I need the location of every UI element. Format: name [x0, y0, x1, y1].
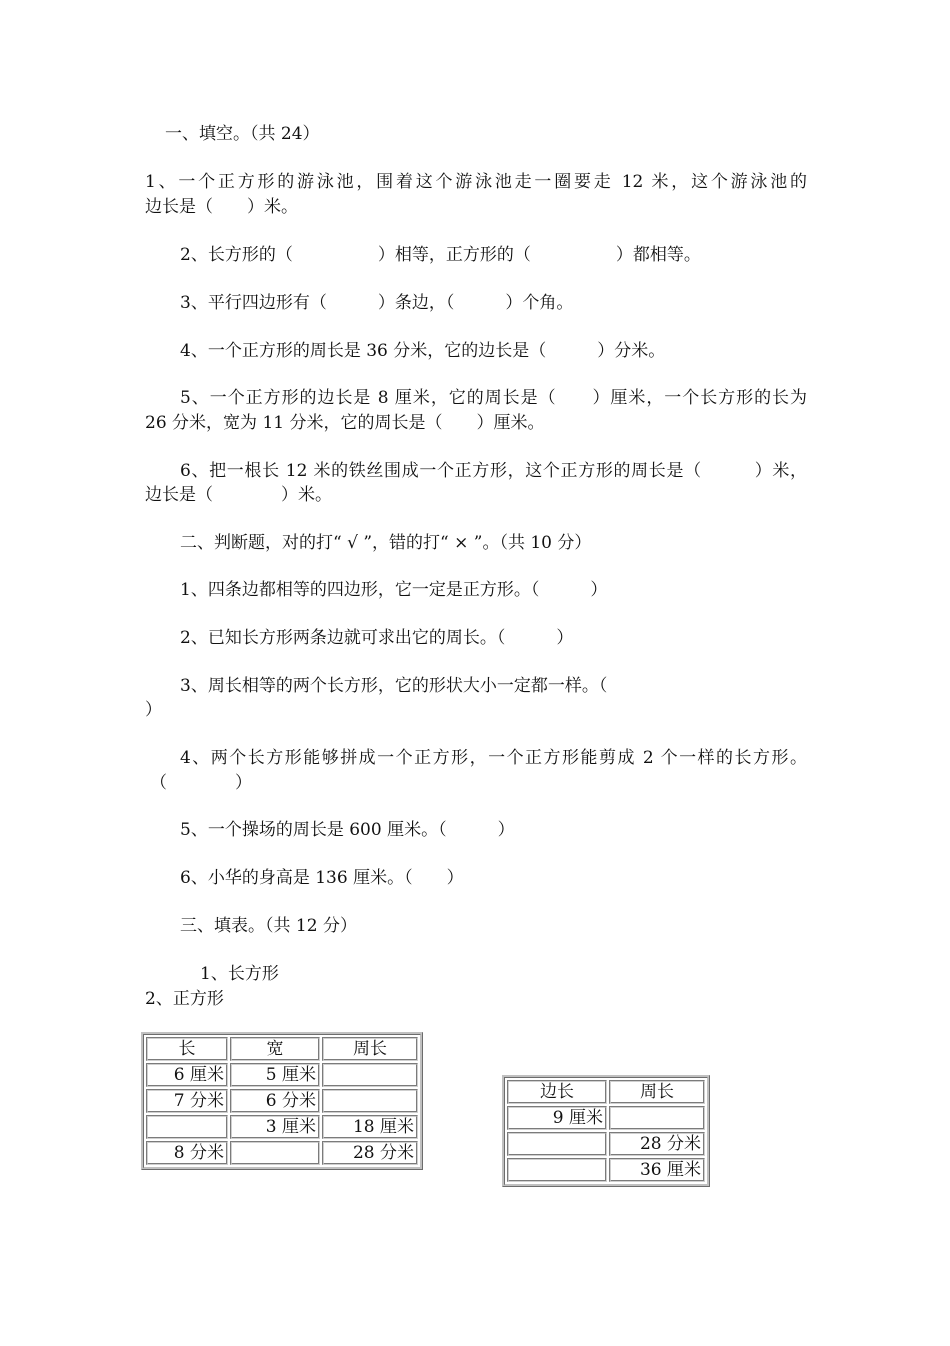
table-cell: 3 厘米	[230, 1115, 320, 1139]
table-header-row	[146, 1037, 418, 1061]
table-cell[interactable]	[507, 1158, 607, 1182]
s1-q6-line1: 6、把一根长 12 米的铁丝围成一个正方形，这个正方形的周长是（ ）米，	[180, 461, 807, 481]
table-cell[interactable]	[322, 1063, 418, 1087]
s1-q4: 4、一个正方形的周长是 36 分米，它的边长是（ ）分米。	[180, 341, 666, 361]
s1-q1-line1: 1、一个正方形的游泳池，围着这个游泳池走一圈要走 12 米，这个游泳池的	[145, 172, 807, 192]
table-cell[interactable]	[609, 1106, 705, 1130]
s1-q5-line1: 5、一个正方形的边长是 8 厘米，它的周长是（ ）厘米，一个长方形的长为	[180, 388, 807, 408]
table-cell[interactable]	[507, 1132, 607, 1156]
table-cell: 7 分米	[146, 1089, 228, 1113]
table-row	[146, 1063, 418, 1087]
header-perimeter: 周长	[609, 1080, 705, 1104]
s1-q5-line2: 26 分米，宽为 11 分米，它的周长是（ ）厘米。	[145, 413, 545, 433]
header-width: 宽	[230, 1037, 320, 1061]
s1-q2: 2、长方形的（ ）相等，正方形的（ ）都相等。	[180, 245, 701, 265]
table-cell: 8 分米	[146, 1141, 228, 1165]
table-cell: 28 分米	[322, 1141, 418, 1165]
s2-q6: 6、小华的身高是 136 厘米。（ ）	[180, 868, 464, 888]
s2-q4-line1: 4、两个长方形能够拼成一个正方形，一个正方形能剪成 2 个一样的长方形。	[180, 748, 807, 768]
s1-q3: 3、平行四边形有（ ）条边，（ ）个角。	[180, 293, 574, 313]
s2-q4-line2: （ ）	[150, 773, 252, 793]
table-cell[interactable]	[322, 1089, 418, 1113]
rectangle-table	[141, 1032, 423, 1170]
table-cell: 28 分米	[609, 1132, 705, 1156]
table-row	[146, 1115, 418, 1139]
s1-q6-line2: 边长是（ ）米。	[145, 485, 332, 505]
s1-q1-line2: 边长是（ ）米。	[145, 197, 298, 217]
s2-q2: 2、已知长方形两条边就可求出它的周长。（ ）	[180, 628, 574, 648]
table-cell: 36 厘米	[609, 1158, 705, 1182]
table-cell: 5 厘米	[230, 1063, 320, 1087]
table-row	[146, 1141, 418, 1165]
table-cell[interactable]	[146, 1115, 228, 1139]
table-row	[507, 1158, 705, 1182]
header-side-length: 边长	[507, 1080, 607, 1104]
section3-title: 三、填表。（共 12 分）	[180, 916, 357, 936]
s3-sub2: 2、正方形	[145, 989, 224, 1009]
s2-q3-line2: ）	[145, 700, 162, 720]
table-row	[146, 1089, 418, 1113]
table-row	[507, 1132, 705, 1156]
section1-title: 一、填空。（共 24）	[165, 124, 320, 144]
table-cell: 18 厘米	[322, 1115, 418, 1139]
table-header-row	[507, 1080, 705, 1104]
table-cell: 6 分米	[230, 1089, 320, 1113]
table-cell: 6 厘米	[146, 1063, 228, 1087]
square-table	[502, 1075, 710, 1187]
s2-q5: 5、一个操场的周长是 600 厘米。（ ）	[180, 820, 515, 840]
table-cell: 9 厘米	[507, 1106, 607, 1130]
header-length: 长	[146, 1037, 228, 1061]
table-cell[interactable]	[230, 1141, 320, 1165]
s2-q1: 1、四条边都相等的四边形，它一定是正方形。（ ）	[180, 580, 608, 600]
s3-sub1: 1、长方形	[200, 964, 279, 984]
header-perimeter: 周长	[322, 1037, 418, 1061]
s2-q3-line1: 3、周长相等的两个长方形，它的形状大小一定都一样。（	[180, 676, 608, 696]
table-row	[507, 1106, 705, 1130]
section2-title: 二、判断题，对的打“ √ ”，错的打“ × ”。（共 10 分）	[180, 533, 592, 553]
